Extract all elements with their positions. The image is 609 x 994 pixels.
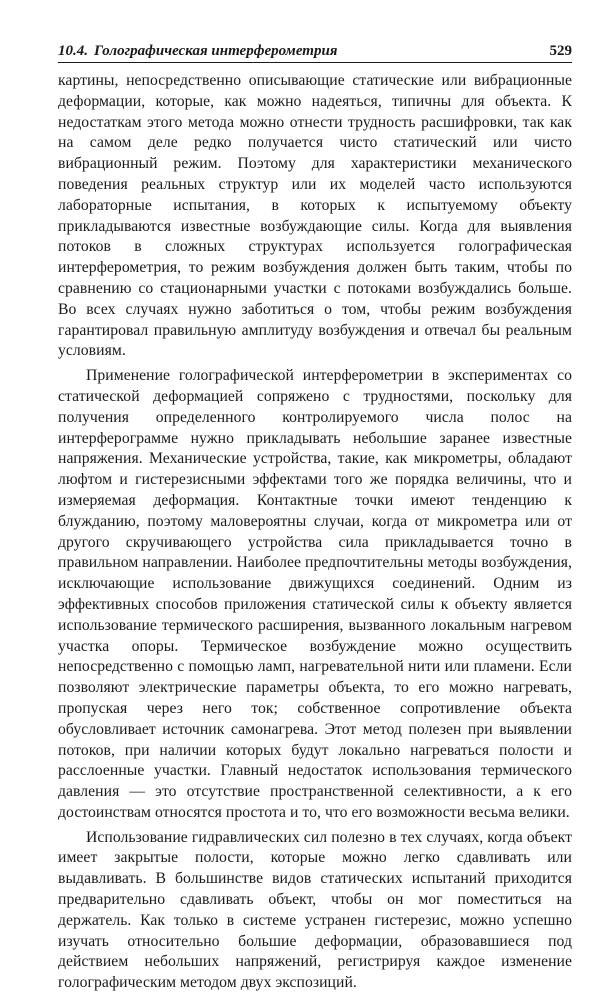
section-heading [58, 43, 338, 60]
running-header [58, 38, 572, 63]
paragraph-hydraulic-forces: Использование гидравлических сил полезно в тех случаях, когда объект имеет закрытые полости, которые можно легко сдавливать или выдавливать. В большинстве видов статических испытаний приходится предварительно сдавливать объект, чтобы он мог поместиться на держатель. Как только в системе устранен гистерезис, можно успешно изучать относительно большие деформации, образовавшиеся под действием небольших напряжений, регистрируя каждое изменение голографическим методом двух экспозиций. [58, 828, 572, 992]
page-number: 529 [549, 43, 572, 59]
section-title: Голографическая интерферометрия [94, 43, 338, 59]
page-body [58, 71, 572, 994]
paragraph-static-deformation: Применение голографической интерферометрии в экспериментах со статической деформацией сопряжено с трудностями, поскольку для получения определенного контролируемого числа полос на интерферограмме нужно прикладывать небольшие заранее известные напряжения. Механические устройства, такие, как микрометры, обладают люфтом и гистерезисными эффектами того же порядка величины, что и измеряемая деформация. Контактные точки имеют тенденцию к блужданию, поэтому маловероятны случаи, когда от микрометра или от другого скручивающего устройства сила прикладывается точно в правильном направлении. Наиболее предпочтительны методы возбуждения, исключающие использование движущихся соединений. Одним из эффективных способов приложения статической силы к объекту является использование термического расширения, вызванного локальным нагревом участка опоры. Термическое возбуждение можно осуществить непосредственно с помощью ламп, нагревательной нити или пламени. Если позволяют электрические параметры объекта, то его можно нагревать, пропуская через него ток; собственное сопротивление объекта обусловливает источник самонагрева. Этот метод полезен при выявлении потоков, при наличии которых будут локально нагреваться полости и расслоенные участки. Главный недостаток использования термического давления — это отсутствие пространственной селективности, а к его достоинствам относятся простота и то, что его возможности весьма велики. [58, 367, 572, 821]
book-page [58, 38, 572, 994]
section-number: 10.4. [58, 43, 88, 59]
paragraph-continuation: картины, непосредственно описывающие статические или вибрационные деформации, которые, как можно надеяться, типичны для объекта. К недостаткам этого метода можно отнести трудность расшифровки, так как на самом деле редко получается чисто статический или чисто вибрационный режим. Поэтому для характеристики механического поведения реальных структур или их моделей часто используются лабораторные испытания, в которых к испытуемому объекту прикладываются известные возбуждающие силы. Когда для выявления потоков в сложных структурах используется голографическая интерферометрия, то режим возбуждения должен быть таким, чтобы по сравнению со стационарными участки с потоками возбуждались больше. Во всех случаях нужно заботиться о том, чтобы режим возбуждения гарантировал правильную амплитуду возбуждения и отвечал бы реальным условиям. [58, 72, 572, 360]
